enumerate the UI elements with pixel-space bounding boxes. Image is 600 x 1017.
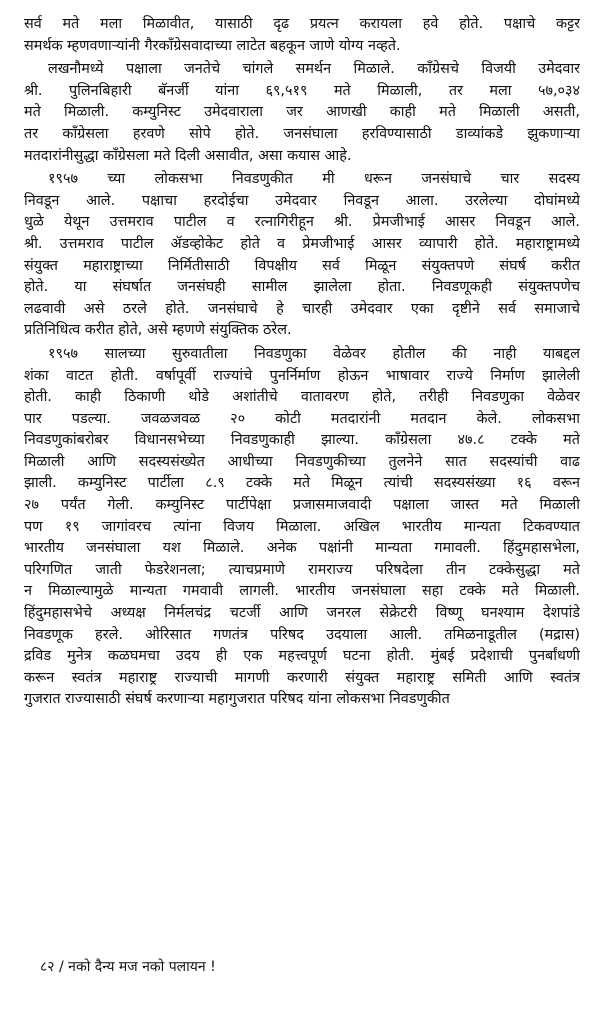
text-line: श्री. उत्तमराव पाटील ॲडव्होकेट होते व प्रेमजीभाई आसर व्यापारी होते. महाराष्ट्रामध्ये [24, 235, 580, 252]
text-line: शंका वाटत होती. वर्षापूर्वी राज्यांचे पुनर्निर्माण होऊन भाषावार राज्ये निर्माण झालेली [24, 367, 580, 384]
paragraph [24, 59, 580, 167]
text-line: भारतीय जनसंघाला यश मिळाले. अनेक पक्षांनी मान्यता गमावली. हिंदुमहासभेला, [24, 540, 580, 557]
text-line: निवडून आले. पक्षाचा हरदोईचा उमेदवार निवडून आला. उरलेल्या दोघांमध्ये [24, 192, 580, 209]
text-line: सर्व मते मला मिळावीत, यासाठी दृढ प्रयत्न करायला हवे होते. पक्षाचे कट्टर [24, 16, 580, 32]
paragraph [24, 169, 580, 342]
text-line: निवडणुकांबरोबर विधानसभेच्या निवडणुकाही झाल्या. काँग्रेसला ४७.८ टक्के मते [24, 432, 580, 449]
text-line: संयुक्त महाराष्ट्राच्या निर्मितीसाठी विपक्षीय सर्व मिळून संयुक्तपणे संघर्ष करीत [24, 257, 580, 274]
text-line: गुजरात राज्यासाठी संघर्ष करणाऱ्या महागुजरात परिषद यांना लोकसभा निवडणुकीत [24, 691, 450, 708]
text-line: लढवावी असे ठरले होते. जनसंघाचे हे चारही उमेदवार एका दृष्टीने सर्व समाजाचे [24, 300, 580, 317]
paragraph [24, 14, 580, 57]
text-line: तर काँग्रेसला हरवणे सोपे होते. जनसंघाला हरविण्यासाठी डाव्यांकडे झुकणाऱ्या [24, 125, 580, 142]
text-line: पण १९ जागांवरच त्यांना विजय मिळाला. अखिल भारतीय मान्यता टिकवण्यात [24, 518, 580, 535]
page-body [24, 14, 580, 713]
text-line: द्रविड मुनेत्र कळघमचा उदय ही एक महत्त्वपूर्ण घटना होती. मुंबई प्रदेशाची पुनर्बांधणी [24, 648, 580, 665]
text-line: करून स्वतंत्र महाराष्ट्र राज्याची मागणी करणारी संयुक्त महाराष्ट्र समिती आणि स्वतंत्र [24, 669, 580, 686]
text-line: प्रतिनिधित्व करीत होते, असे म्हणणे संयुक्तिक ठरेल. [24, 322, 292, 339]
page-footer: ८२ / नको दैन्य मज नको पलायन ! [40, 959, 216, 975]
paragraph [24, 344, 580, 711]
text-line: झाली. कम्युनिस्ट पार्टीला ८.९ टक्के मते मिळून त्यांची सदस्यसंख्या १६ वरून [24, 475, 580, 492]
text-line: पार पडल्या. जवळजवळ २० कोटी मतदारांनी मतदान केले. लोकसभा [24, 410, 580, 427]
text-line: होती. काही ठिकाणी थोडे अशांतीचे वातावरण होते, तरीही निवडणुका वेळेवर [24, 389, 580, 406]
text-line: परिगणित जाती फेडरेशनला; त्याचप्रमाणे रामराज्य परिषदेला तीन टक्केसुद्धा मते [24, 561, 580, 578]
text-line: मिळाली आणि सदस्यसंख्येत आधीच्या निवडणुकीच्या तुलनेने सात सदस्यांची वाढ [24, 453, 580, 470]
text-line: न मिळाल्यामुळे मान्यता गमवावी लागली. भारतीय जनसंघाला सहा टक्के मते मिळाली. [24, 583, 580, 600]
text-line: श्री. पुलिनबिहारी बॅनर्जी यांना ६९,५१९ मते मिळाली, तर मला ५७,०३४ [24, 82, 580, 99]
text-line: धुळे येथून उत्तमराव पाटील व रत्नागिरीहून श्री. प्रेमजीभाई आसर निवडून आले. [24, 214, 580, 231]
text-line: मते मिळाली. कम्युनिस्ट उमेदवाराला जर आणखी काही मते मिळाली असती, [24, 104, 580, 121]
text-line: १९५७ सालच्या सुरुवातीला निवडणुका वेळेवर होतील की नाही याबद्दल [48, 345, 580, 362]
text-line: मतदारांनीसुद्धा काँग्रेसला मते दिली असावीत, असा कयास आहे. [24, 147, 352, 164]
text-line: २७ पर्यंत गेली. कम्युनिस्ट पार्टीपेक्षा प्रजासमाजवादी पक्षाला जास्त मते मिळाली [24, 497, 580, 514]
text-line: हिंदुमहासभेचे अध्यक्ष निर्मलचंद्र चटर्जी आणि जनरल सेक्रेटरी विष्णू घनश्याम देशपांडे [24, 605, 580, 622]
text-line: होते. या संघर्षात जनसंघही सामील झालेला होता. निवडणूकही संयुक्तपणेच [24, 279, 580, 296]
text-line: निवडणूक हरले. ओरिसात गणतंत्र परिषद उदयाला आली. तमिळनाडूतील (मद्रास) [24, 626, 580, 643]
text-line: लखनौमध्ये पक्षाला जनतेचे चांगले समर्थन मिळाले. काँग्रेसचे विजयी उमेदवार [48, 61, 580, 78]
text-line: १९५७ च्या लोकसभा निवडणुकीत मी धरून जनसंघाचे चार सदस्य [48, 171, 580, 188]
text-line: समर्थक म्हणवणाऱ्यांनी गैरकाँग्रेसवादाच्या लाटेत बहकून जाणे योग्य नव्हते. [24, 37, 401, 54]
